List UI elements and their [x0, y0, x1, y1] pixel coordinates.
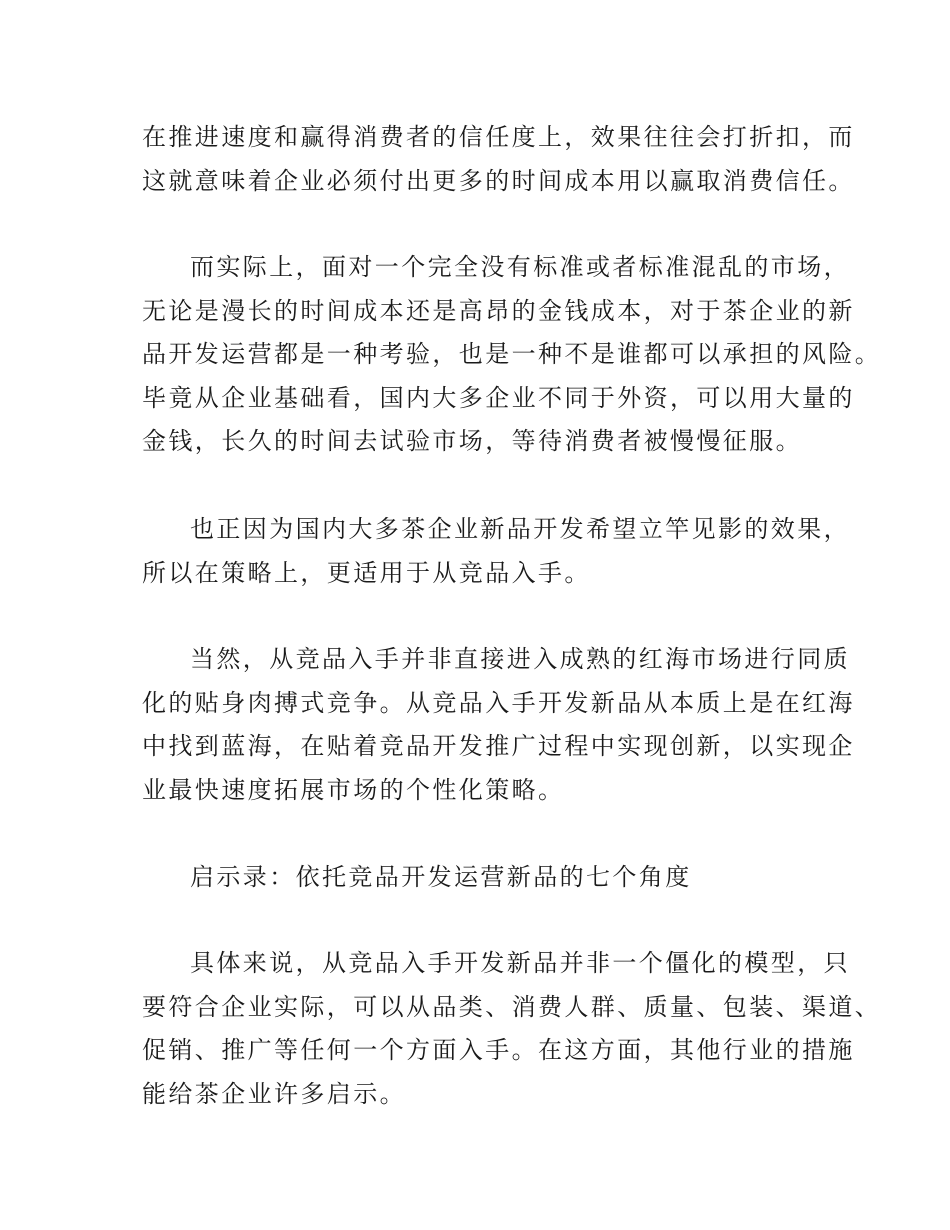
paragraph-line: 能给茶企业许多启示。 — [142, 1079, 406, 1108]
paragraph-line: 无论是漫长的时间成本还是高昂的金钱成本，对于茶企业的新 — [142, 296, 855, 325]
paragraph-4 — [142, 638, 855, 812]
paragraph-6 — [142, 942, 882, 1116]
paragraph-2 — [142, 246, 882, 464]
paragraph-line: 毕竟从企业基础看，国内大多企业不同于外资，可以用大量的 — [142, 383, 855, 412]
paragraph-line: 品开发运营都是一种考验，也是一种不是谁都可以承担的风险。 — [142, 340, 882, 368]
paragraph-1 — [142, 116, 855, 203]
paragraph-line: 要符合企业实际，可以从品类、消费人群、质量、包装、渠道、 — [142, 992, 882, 1021]
heading-line: 启示录：依托竞品开发运营新品的七个角度 — [190, 863, 692, 891]
paragraph-line: 中找到蓝海，在贴着竞品开发推广过程中实现创新，以实现企 — [142, 732, 855, 760]
paragraph-line: 业最快速度拓展市场的个性化策略。 — [142, 775, 565, 804]
paragraph-line: 也正因为国内大多茶企业新品开发希望立竿见影的效果， — [190, 515, 850, 543]
paragraph-line: 所以在策略上，更适用于从竞品入手。 — [142, 558, 591, 587]
paragraph-line: 而实际上，面对一个完全没有标准或者标准混乱的市场， — [190, 253, 850, 281]
paragraph-line: 金钱，长久的时间去试验市场，等待消费者被慢慢征服。 — [142, 427, 802, 455]
paragraph-line: 促销、推广等任何一个方面入手。在这方面，其他行业的措施 — [142, 1036, 855, 1064]
section-heading — [142, 856, 822, 900]
paragraph-line: 化的贴身肉搏式竞争。从竞品入手开发新品从本质上是在红海 — [142, 688, 855, 717]
paragraph-line: 这就意味着企业必须付出更多的时间成本用以赢取消费信任。 — [142, 166, 855, 195]
paragraph-3 — [142, 508, 850, 595]
paragraph-line: 在推进速度和赢得消费者的信任度上，效果往往会打折扣，而 — [142, 123, 855, 151]
paragraph-line: 当然，从竞品入手并非直接进入成熟的红海市场进行同质 — [190, 645, 850, 673]
paragraph-line: 具体来说，从竞品入手开发新品并非一个僵化的模型，只 — [190, 949, 850, 977]
